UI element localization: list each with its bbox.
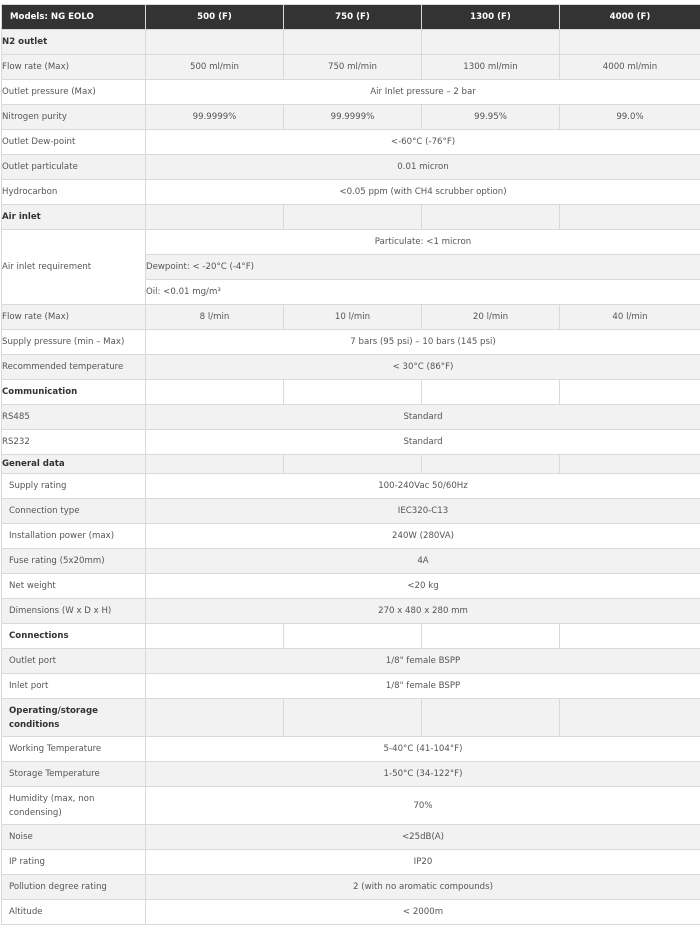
- row-value: 2 (with no aromatic compounds): [146, 875, 700, 900]
- row-value: 1/8" female BSPP: [146, 674, 700, 699]
- table-row: [2, 55, 700, 80]
- row-label: RS485: [2, 405, 146, 430]
- section-general-data: [2, 455, 700, 474]
- table-row: [2, 900, 700, 925]
- empty-cell: [422, 455, 560, 474]
- section-air-inlet: [2, 205, 700, 230]
- empty-cell: [284, 380, 422, 405]
- row-value: 8 l/min: [146, 305, 284, 330]
- row-value: <0.05 ppm (with CH4 scrubber option): [146, 180, 700, 205]
- row-value: Particulate: <1 micron: [146, 230, 700, 255]
- row-value: Standard: [146, 430, 700, 455]
- row-label: Outlet port: [2, 649, 146, 674]
- row-label: Air inlet requirement: [2, 230, 146, 305]
- table-row: [2, 305, 700, 330]
- row-value: 99.9999%: [284, 105, 422, 130]
- table-row: [2, 574, 700, 599]
- model-1300-header: 1300 (F): [422, 5, 560, 30]
- table-row: [2, 80, 700, 105]
- table-row: [2, 787, 700, 825]
- row-value: 1/8" female BSPP: [146, 649, 700, 674]
- row-label: Pollution degree rating: [2, 875, 146, 900]
- section-title: Communication: [2, 380, 146, 405]
- row-label: IP rating: [2, 850, 146, 875]
- model-500-header: 500 (F): [146, 5, 284, 30]
- row-label: RS232: [2, 430, 146, 455]
- table-row: [2, 850, 700, 875]
- row-value: 5-40°C (41-104°F): [146, 737, 700, 762]
- section-communication: [2, 380, 700, 405]
- row-label: Fuse rating (5x20mm): [2, 549, 146, 574]
- row-value: < 2000m: [146, 900, 700, 925]
- empty-cell: [560, 699, 700, 737]
- row-value: Oil: <0.01 mg/m³: [146, 280, 700, 305]
- row-value: <25dB(A): [146, 825, 700, 850]
- section-title-line1: Operating/storage: [9, 706, 98, 716]
- row-value: < 30°C (86°F): [146, 355, 700, 380]
- row-value: 100-240Vac 50/60Hz: [146, 474, 700, 499]
- empty-cell: [422, 624, 560, 649]
- row-label: Flow rate (Max): [2, 55, 146, 80]
- empty-cell: [284, 624, 422, 649]
- row-value: 1300 ml/min: [422, 55, 560, 80]
- table-row: [2, 524, 700, 549]
- table-row: [2, 474, 700, 499]
- empty-cell: [422, 380, 560, 405]
- table-row: [2, 875, 700, 900]
- empty-cell: [146, 205, 284, 230]
- empty-cell: [146, 455, 284, 474]
- row-label: Dimensions (W x D x H): [2, 599, 146, 624]
- table-row: [2, 737, 700, 762]
- empty-cell: [284, 30, 422, 55]
- row-value: 20 l/min: [422, 305, 560, 330]
- row-value: 0.01 micron: [146, 155, 700, 180]
- row-value: Air Inlet pressure – 2 bar: [146, 80, 700, 105]
- row-value: 4A: [146, 549, 700, 574]
- section-operating-conditions: [2, 699, 700, 737]
- empty-cell: [146, 380, 284, 405]
- empty-cell: [560, 455, 700, 474]
- empty-cell: [422, 205, 560, 230]
- model-4000-header: 4000 (F): [560, 5, 700, 30]
- row-value: 4000 ml/min: [560, 55, 700, 80]
- table-row: [2, 549, 700, 574]
- row-label: Flow rate (Max): [2, 305, 146, 330]
- table-row: [2, 230, 700, 255]
- row-value: 70%: [146, 787, 700, 825]
- section-title-line2: conditions: [9, 720, 59, 730]
- table-row: [2, 674, 700, 699]
- row-value: IEC320-C13: [146, 499, 700, 524]
- row-label: Nitrogen purity: [2, 105, 146, 130]
- row-value: 1-50°C (34-122°F): [146, 762, 700, 787]
- row-value: 270 x 480 x 280 mm: [146, 599, 700, 624]
- row-value: 240W (280VA): [146, 524, 700, 549]
- spec-table: [1, 4, 700, 925]
- row-label: Storage Temperature: [2, 762, 146, 787]
- empty-cell: [560, 624, 700, 649]
- section-title: Connections: [2, 624, 146, 649]
- row-label: [2, 787, 146, 825]
- row-value: 99.9999%: [146, 105, 284, 130]
- row-label: Recommended temperature: [2, 355, 146, 380]
- table-row: [2, 430, 700, 455]
- section-title: Air inlet: [2, 205, 146, 230]
- row-label: Supply pressure (min – Max): [2, 330, 146, 355]
- row-value: Dewpoint: < -20°C (-4°F): [146, 255, 700, 280]
- row-value: IP20: [146, 850, 700, 875]
- row-label: Supply rating: [2, 474, 146, 499]
- models-header: Models: NG EOLO: [2, 5, 146, 30]
- table-row: [2, 649, 700, 674]
- empty-cell: [284, 205, 422, 230]
- section-connections: [2, 624, 700, 649]
- table-row: [2, 762, 700, 787]
- row-value: 99.95%: [422, 105, 560, 130]
- empty-cell: [284, 455, 422, 474]
- table-row: [2, 825, 700, 850]
- empty-cell: [284, 699, 422, 737]
- empty-cell: [146, 699, 284, 737]
- row-label: Connection type: [2, 499, 146, 524]
- row-label: Outlet pressure (Max): [2, 80, 146, 105]
- empty-cell: [560, 380, 700, 405]
- model-750-header: 750 (F): [284, 5, 422, 30]
- table-row: [2, 330, 700, 355]
- table-row: [2, 155, 700, 180]
- empty-cell: [560, 30, 700, 55]
- row-label: Outlet Dew-point: [2, 130, 146, 155]
- section-n2-outlet: [2, 30, 700, 55]
- table-header-row: [2, 5, 700, 30]
- empty-cell: [560, 205, 700, 230]
- row-label: Installation power (max): [2, 524, 146, 549]
- row-label: Working Temperature: [2, 737, 146, 762]
- table-row: [2, 599, 700, 624]
- row-value: 500 ml/min: [146, 55, 284, 80]
- row-label: Altitude: [2, 900, 146, 925]
- row-label: Noise: [2, 825, 146, 850]
- row-value: 40 l/min: [560, 305, 700, 330]
- row-label-line2: condensing): [9, 808, 62, 818]
- table-row: [2, 105, 700, 130]
- empty-cell: [146, 624, 284, 649]
- row-value: 750 ml/min: [284, 55, 422, 80]
- empty-cell: [422, 699, 560, 737]
- row-value: Standard: [146, 405, 700, 430]
- table-row: [2, 180, 700, 205]
- section-title: General data: [2, 455, 146, 474]
- row-label: Net weight: [2, 574, 146, 599]
- row-value: <-60°C (-76°F): [146, 130, 700, 155]
- row-label: Outlet particulate: [2, 155, 146, 180]
- section-title: [2, 699, 146, 737]
- row-label: Inlet port: [2, 674, 146, 699]
- row-value: <20 kg: [146, 574, 700, 599]
- section-title: N2 outlet: [2, 30, 146, 55]
- table-row: [2, 130, 700, 155]
- table-row: [2, 499, 700, 524]
- empty-cell: [422, 30, 560, 55]
- row-label: Hydrocarbon: [2, 180, 146, 205]
- row-value: 10 l/min: [284, 305, 422, 330]
- table-row: [2, 355, 700, 380]
- empty-cell: [146, 30, 284, 55]
- row-value: 7 bars (95 psi) – 10 bars (145 psi): [146, 330, 700, 355]
- table-row: [2, 405, 700, 430]
- row-value: 99.0%: [560, 105, 700, 130]
- row-label-line1: Humidity (max, non: [9, 794, 94, 804]
